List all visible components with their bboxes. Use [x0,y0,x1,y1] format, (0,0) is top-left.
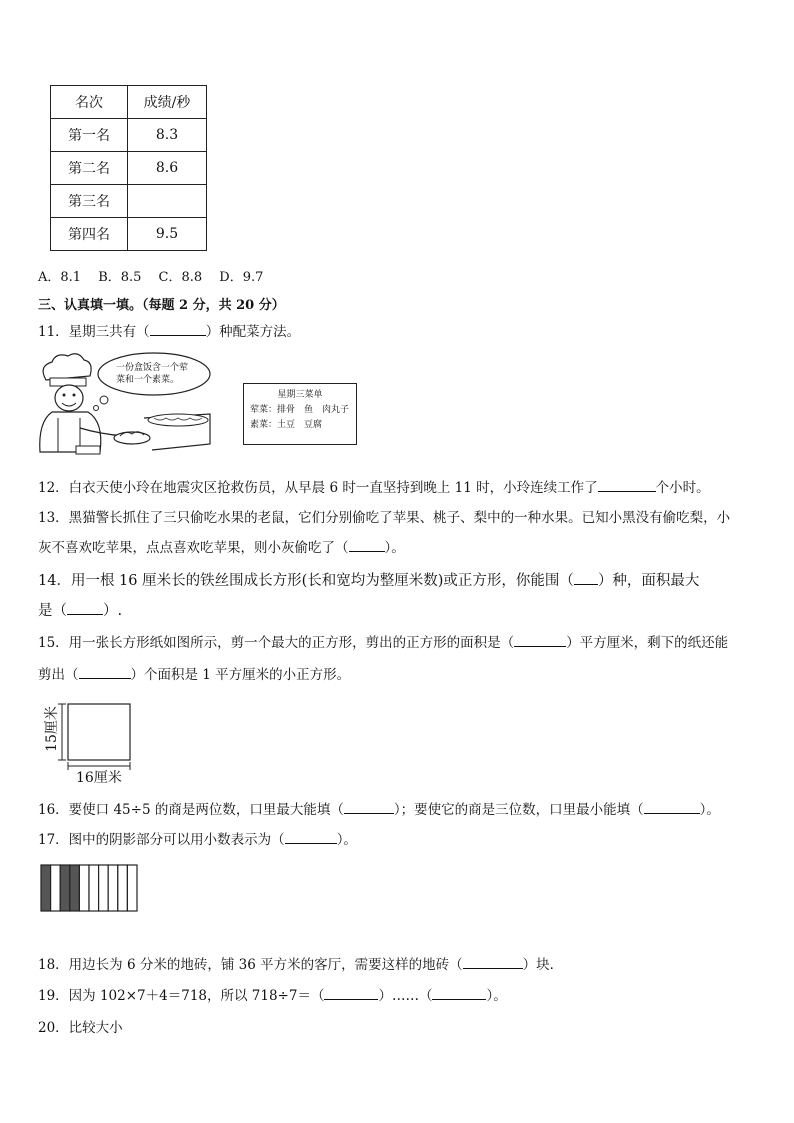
answer-blank[interactable] [514,634,566,647]
table-cell [128,185,207,218]
menu-card [243,383,357,445]
answer-blank[interactable] [432,987,486,1000]
table-row [51,152,207,185]
score-table [50,85,207,251]
answer-blank[interactable] [644,801,700,814]
shaded-strip [41,865,51,911]
unshaded-strip [108,865,118,911]
question-13-line1: 13．黑猫警长抓住了三只偷吃水果的老鼠，它们分别偷吃了苹果、桃子、梨中的一种水果。已知小黑没有偷吃梨，小 [38,510,731,526]
answer-blank[interactable] [67,602,103,615]
table-cell: 第二名 [51,152,128,185]
question-20: 20．比较大小 [38,1020,123,1036]
menu-veg: 素菜：土豆 豆腐 [250,420,323,430]
answer-blank[interactable] [285,831,337,844]
unshaded-strip [51,865,61,911]
question-17: 17．图中的阴影部分可以用小数表示为（ ）。 [38,832,357,848]
answer-blank[interactable] [79,666,131,679]
unshaded-strip [118,865,128,911]
table-cell: 第四名 [51,218,128,251]
q10-options: A．8.1 B．8.5 C．8.8 D．9.7 [38,270,264,285]
unshaded-strip [89,865,99,911]
answer-blank[interactable] [463,956,523,969]
answer-blank[interactable] [574,572,598,585]
question-14-line2: 是（ ）. [38,603,123,619]
table-cell: 9.5 [128,218,207,251]
table-cell: 第一名 [51,119,128,152]
unshaded-strip [127,865,137,911]
question-14-line1: 14．用一根 16 厘米长的铁丝围成长方形(长和宽均为整厘米数)或正方形，你能围（ ）种，面积最大 [38,573,700,589]
table-row [51,218,207,251]
question-19: 19．因为 102×7＋4＝718，所以 718÷7＝（ ）……（ ）。 [38,988,507,1004]
table-cell: 第三名 [51,185,128,218]
question-11: 11．星期三共有（ ）种配菜方法。 [38,324,301,340]
question-15-line2: 剪出（ ）个面积是 1 平方厘米的小正方形。 [38,667,351,683]
shaded-strip [60,865,70,911]
table-cell: 8.3 [128,119,207,152]
width-label: 16厘米 [76,770,122,786]
speech-bubble-text: 一份盒饭含一个荤 菜和一个素菜。 [116,363,189,385]
menu-meat: 荤菜：排骨 鱼 肉丸子 [250,405,350,415]
section-title: 三、认真填一填。（每题 2 分，共 20 分） [38,298,285,313]
answer-blank[interactable] [324,987,378,1000]
question-16: 16．要使口 45÷5 的商是两位数，口里最大能填（ ）；要使它的商是三位数，口里最小能填（ ）。 [38,802,720,818]
table-header-cell: 名次 [51,86,128,119]
question-13-line2: 灰不喜欢吃苹果，点点喜欢吃苹果，则小灰偷吃了（ ）。 [38,540,405,556]
table-header-row [51,86,207,119]
table-cell: 8.6 [128,152,207,185]
answer-blank[interactable] [349,539,385,552]
question-12: 12．白衣天使小玲在地震灾区抢救伤员，从早晨 6 时一直坚持到晚上 11 时，小玲连续工作了 个小时。 [38,480,710,496]
menu-title: 星期三菜单 [277,390,323,400]
decimal-strip-figure [40,864,140,914]
height-label: 15厘米 [44,706,60,752]
unshaded-strip [79,865,89,911]
unshaded-strip [99,865,109,911]
answer-blank[interactable] [598,479,656,492]
question-18: 18．用边长为 6 分米的地砖，铺 36 平方米的客厅，需要这样的地砖（ ）块． [38,957,564,973]
table-header-cell: 成绩/秒 [128,86,207,119]
shaded-strip [70,865,80,911]
table-row [51,185,207,218]
question-15-line1: 15．用一张长方形纸如图所示，剪一个最大的正方形，剪出的正方形的面积是（ ）平方厘米，剩下的纸还能 [38,635,729,651]
answer-blank[interactable] [150,323,206,336]
table-row [51,119,207,152]
answer-blank[interactable] [344,801,394,814]
